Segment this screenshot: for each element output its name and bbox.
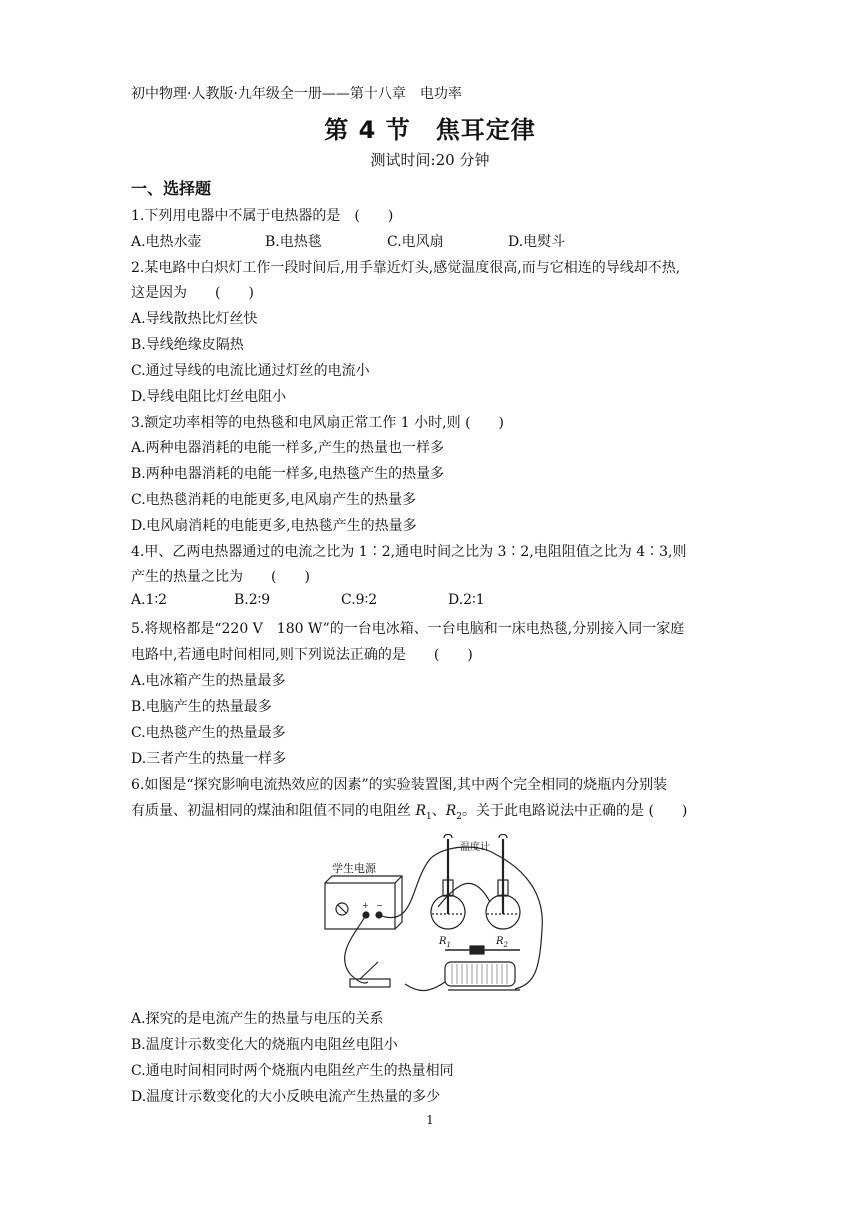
q4-option-b: B.2∶9 — [234, 592, 271, 608]
q4-option-a: A.1∶2 — [131, 592, 168, 608]
q2-option-d: D.导线电阻比灯丝电阻小 — [131, 389, 287, 405]
q5-option-b: B.电脑产生的热量最多 — [131, 699, 272, 715]
r1-label: $R_1$ — [439, 936, 451, 949]
page-title: 第 4 节 焦耳定律 — [324, 116, 536, 144]
thermometer-label: 温度计 — [460, 842, 490, 853]
q2-option-c: C.通过导线的电流比通过灯丝的电流小 — [131, 363, 370, 379]
q4-option-d: D.2∶1 — [448, 592, 485, 608]
q1-stem: 1.下列用电器中不属于电热器的是 ( ) — [131, 208, 394, 224]
wire-left — [345, 915, 368, 983]
rheostat — [445, 962, 515, 986]
q4-option-c: C.9∶2 — [341, 592, 378, 608]
page-header: 初中物理·人教版·九年级全一册——第十八章 电功率 — [131, 86, 462, 102]
q1-option-b: B.电热毯 — [265, 234, 322, 250]
q3-option-c: C.电热毯消耗的电能更多,电风扇产生的热量多 — [131, 492, 417, 508]
r2-symbol: R — [445, 803, 457, 819]
q6-stem-line2: 有质量、初温相同的煤油和阻值不同的电阻丝 $R_1$、$R_2$。关于此电路说法中正确的是 ( ) — [131, 803, 688, 822]
q3-stem: 3.额定功率相等的电热毯和电风扇正常工作 1 小时,则 ( ) — [131, 415, 504, 431]
switch-lever — [360, 962, 378, 979]
r1-symbol: R — [415, 803, 426, 819]
q6-stem-line1: 6.如图是“探究影响电流热效应的因素”的实验装置图,其中两个完全相同的烧瓶内分别装 — [131, 777, 668, 793]
experiment-apparatus-figure — [320, 834, 550, 1004]
page-number: 1 — [426, 1113, 434, 1127]
q1-option-a: A.电热水壶 — [131, 234, 202, 250]
q2-option-b: B.导线绝缘皮隔热 — [131, 337, 244, 353]
section-heading: 一、选择题 — [131, 179, 212, 198]
q1-option-c: C.电风扇 — [387, 234, 444, 250]
q5-option-a: A.电冰箱产生的热量最多 — [131, 673, 286, 689]
q4-stem-line2: 产生的热量之比为 ( ) — [131, 569, 310, 585]
power-supply-box — [325, 883, 395, 929]
q3-option-b: B.两种电器消耗的电能一样多,电热毯产生的热量多 — [131, 466, 445, 482]
r2-label: $R_2$ — [496, 936, 508, 949]
q6-option-a: A.探究的是电流产生的热量与电压的关系 — [131, 1011, 384, 1027]
wire-bottom — [405, 982, 445, 991]
q5-stem-line2: 电路中,若通电时间相同,则下列说法正确的是 ( ) — [131, 647, 473, 663]
plus-mark: + — [362, 901, 369, 910]
q5-stem-line1: 5.将规格都是“220 V 180 W”的一台电冰箱、一台电脑和一床电热毯,分别接入同一家庭 — [131, 621, 685, 637]
q3-option-a: A.两种电器消耗的电能一样多,产生的热量也一样多 — [131, 440, 445, 456]
q3-option-d: D.电风扇消耗的电能更多,电热毯产生的热量多 — [131, 518, 417, 534]
q6-option-b: B.温度计示数变化大的烧瓶内电阻丝电阻小 — [131, 1037, 398, 1053]
q1-option-d: D.电熨斗 — [508, 234, 566, 250]
q2-option-a: A.导线散热比灯丝快 — [131, 311, 258, 327]
q2-stem-line2: 这是因为 ( ) — [131, 285, 254, 301]
q5-option-c: C.电热毯产生的热量最多 — [131, 725, 286, 741]
test-time: 测试时间:20 分钟 — [370, 151, 490, 169]
power-supply-label: 学生电源 — [332, 862, 376, 875]
q2-stem-line1: 2.某电路中白炽灯工作一段时间后,用手靠近灯头,感觉温度很高,而与它相连的导线却不热, — [131, 260, 681, 276]
q6-option-d: D.温度计示数变化的大小反映电流产生热量的多少 — [131, 1089, 441, 1105]
wire-top — [379, 847, 542, 989]
minus-mark: − — [376, 901, 383, 910]
switch-base — [350, 979, 390, 987]
q4-stem-line1: 4.甲、乙两电热器通过的电流之比为 1∶2,通电时间之比为 3∶2,电阻阻值之比为 4∶3,则 — [131, 544, 687, 560]
q6-option-c: C.通电时间相同时两个烧瓶内电阻丝产生的热量相同 — [131, 1063, 454, 1079]
q5-option-d: D.三者产生的热量一样多 — [131, 751, 287, 767]
